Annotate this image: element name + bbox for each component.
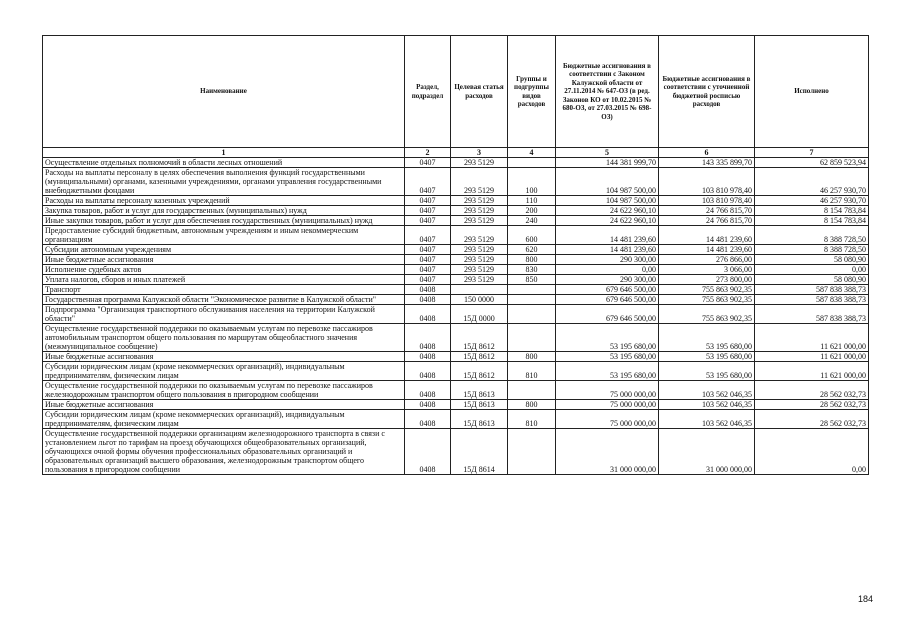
row-assign-refined: 276 866,00 — [659, 255, 755, 265]
row-executed: 8 154 783,84 — [755, 216, 869, 226]
table-row — [43, 245, 869, 255]
col-number: 1 — [43, 148, 405, 158]
row-executed: 62 859 523,94 — [755, 158, 869, 168]
table-row — [43, 400, 869, 410]
row-assign-refined: 14 481 239,60 — [659, 226, 755, 245]
table-row — [43, 352, 869, 362]
row-executed: 58 080,90 — [755, 275, 869, 285]
row-name: Подпрограмма "Организация транспортного обслуживания населения на территории Калужской области" — [43, 305, 405, 324]
row-section: 0407 — [405, 255, 451, 265]
row-assign-refined: 53 195 680,00 — [659, 324, 755, 352]
col-number: 4 — [508, 148, 556, 158]
row-executed: 587 838 388,73 — [755, 285, 869, 295]
row-name: Субсидии юридическим лицам (кроме некоммерческих организаций), индивидуальным предпринимателям, физическим лицам — [43, 362, 405, 381]
table-row — [43, 305, 869, 324]
row-executed: 8 388 728,50 — [755, 226, 869, 245]
row-article: 293 5129 — [451, 226, 508, 245]
row-section: 0407 — [405, 158, 451, 168]
row-article: 150 0000 — [451, 295, 508, 305]
row-group — [508, 305, 556, 324]
row-assign-law: 24 622 960,10 — [556, 216, 659, 226]
row-executed: 11 621 000,00 — [755, 324, 869, 352]
row-name: Исполнение судебных актов — [43, 265, 405, 275]
row-name: Субсидии автономным учреждениям — [43, 245, 405, 255]
header-article: Целевая статья расходов — [451, 36, 508, 148]
row-executed: 0,00 — [755, 265, 869, 275]
row-executed: 58 080,90 — [755, 255, 869, 265]
row-article: 293 5129 — [451, 265, 508, 275]
row-article: 293 5129 — [451, 245, 508, 255]
row-executed: 587 838 388,73 — [755, 295, 869, 305]
row-name: Осуществление государственной поддержки по оказываемым услугам по перевозке пассажиров железнодорожным транспортом общего пользования в пригородном сообщении — [43, 381, 405, 400]
row-article: 293 5129 — [451, 158, 508, 168]
row-name: Иные закупки товаров, работ и услуг для обеспечения государственных (муниципальных) нужд — [43, 216, 405, 226]
row-executed: 11 621 000,00 — [755, 362, 869, 381]
row-section: 0408 — [405, 410, 451, 429]
row-assign-law: 31 000 000,00 — [556, 429, 659, 475]
row-assign-law: 53 195 680,00 — [556, 324, 659, 352]
row-article: 293 5129 — [451, 196, 508, 206]
table-row — [43, 265, 869, 275]
row-article: 15Д 0000 — [451, 305, 508, 324]
row-executed: 28 562 032,73 — [755, 410, 869, 429]
row-section: 0408 — [405, 362, 451, 381]
row-assign-law: 75 000 000,00 — [556, 410, 659, 429]
row-section: 0408 — [405, 429, 451, 475]
row-name: Осуществление отдельных полномочий в области лесных отношений — [43, 158, 405, 168]
header-section: Раздел, подраздел — [405, 36, 451, 148]
row-executed: 46 257 930,70 — [755, 168, 869, 196]
row-section: 0407 — [405, 275, 451, 285]
row-assign-law: 24 622 960,10 — [556, 206, 659, 216]
row-assign-refined: 24 766 815,70 — [659, 206, 755, 216]
row-article: 15Д 8614 — [451, 429, 508, 475]
row-assign-refined: 103 562 046,35 — [659, 410, 755, 429]
row-group: 810 — [508, 362, 556, 381]
row-assign-law: 53 195 680,00 — [556, 352, 659, 362]
row-assign-law: 14 481 239,60 — [556, 245, 659, 255]
header-assign-law: Бюджетные ассигнования в соответствии с Законом Калужской области от 27.11.2014 № 647-ОЗ (в ред. Законов КО от 10.02.2015 № 680-ОЗ, от 27.03.2015 № 698-ОЗ) — [556, 36, 659, 148]
row-name: Осуществление государственной поддержки организациям железнодорожного транспорта в связи с установлением льгот по тарифам на проезд обучающихся общеобразовательных организаций, обучающихся очной формы обучения профессиональных образовательных организаций и образовательных организаций высшего образования, железнодорожным транспортом общего пользования в пригородном сообщении — [43, 429, 405, 475]
row-assign-refined: 103 810 978,40 — [659, 196, 755, 206]
row-article: 293 5129 — [451, 168, 508, 196]
row-executed: 28 562 032,73 — [755, 400, 869, 410]
row-group: 620 — [508, 245, 556, 255]
row-section: 0408 — [405, 400, 451, 410]
row-group — [508, 158, 556, 168]
table-row — [43, 216, 869, 226]
table-row — [43, 275, 869, 285]
row-section: 0407 — [405, 216, 451, 226]
table-row — [43, 285, 869, 295]
table-row — [43, 168, 869, 196]
row-assign-refined: 53 195 680,00 — [659, 362, 755, 381]
table-row — [43, 410, 869, 429]
header-name: Наименование — [43, 36, 405, 148]
col-number: 7 — [755, 148, 869, 158]
row-group: 800 — [508, 400, 556, 410]
row-section: 0408 — [405, 324, 451, 352]
row-assign-refined: 24 766 815,70 — [659, 216, 755, 226]
table-header-row — [43, 36, 869, 148]
table-row — [43, 381, 869, 400]
row-name: Расходы на выплаты персоналу в целях обеспечения выполнения функций государственными (муниципальными) органами, казенными учреждениями, органами управления государственными внебюджетными фондами — [43, 168, 405, 196]
row-group: 240 — [508, 216, 556, 226]
row-section: 0407 — [405, 265, 451, 275]
row-article: 15Д 8613 — [451, 400, 508, 410]
row-article: 293 5129 — [451, 206, 508, 216]
row-assign-law: 290 300,00 — [556, 255, 659, 265]
row-assign-law: 75 000 000,00 — [556, 400, 659, 410]
table-row — [43, 226, 869, 245]
row-assign-refined: 103 810 978,40 — [659, 168, 755, 196]
col-number: 6 — [659, 148, 755, 158]
row-assign-law: 104 987 500,00 — [556, 196, 659, 206]
row-assign-refined: 14 481 239,60 — [659, 245, 755, 255]
row-assign-refined: 3 066,00 — [659, 265, 755, 275]
table-row — [43, 324, 869, 352]
row-name: Государственная программа Калужской области "Экономическое развитие в Калужской области" — [43, 295, 405, 305]
row-name: Предоставление субсидий бюджетным, автономным учреждениям и иным некоммерческим организациям — [43, 226, 405, 245]
row-executed: 8 154 783,84 — [755, 206, 869, 216]
row-assign-refined: 103 562 046,35 — [659, 400, 755, 410]
row-assign-law: 679 646 500,00 — [556, 305, 659, 324]
row-assign-law: 14 481 239,60 — [556, 226, 659, 245]
row-article: 293 5129 — [451, 275, 508, 285]
row-group: 800 — [508, 255, 556, 265]
col-number: 3 — [451, 148, 508, 158]
row-article — [451, 285, 508, 295]
row-assign-refined: 31 000 000,00 — [659, 429, 755, 475]
table-row — [43, 295, 869, 305]
row-executed: 0,00 — [755, 429, 869, 475]
row-assign-law: 679 646 500,00 — [556, 295, 659, 305]
table-row — [43, 206, 869, 216]
table-row — [43, 255, 869, 265]
row-name: Осуществление государственной поддержки по оказываемым услугам по перевозке пассажиров автомобильным транспортом общего пользования по маршрутам общеобластного значения (межмуниципальное сообщение) — [43, 324, 405, 352]
header-assign-refined: Бюджетные ассигнования в соответствии с уточненной бюджетной росписью расходов — [659, 36, 755, 148]
row-section: 0408 — [405, 285, 451, 295]
row-name: Закупка товаров, работ и услуг для государственных (муниципальных) нужд — [43, 206, 405, 216]
table-row — [43, 429, 869, 475]
page-number: 184 — [858, 594, 874, 604]
row-article: 15Д 8612 — [451, 362, 508, 381]
row-group — [508, 285, 556, 295]
row-name: Расходы на выплаты персоналу казенных учреждений — [43, 196, 405, 206]
row-assign-law: 144 381 999,70 — [556, 158, 659, 168]
row-name: Иные бюджетные ассигнования — [43, 352, 405, 362]
row-assign-refined: 53 195 680,00 — [659, 352, 755, 362]
row-assign-refined: 273 800,00 — [659, 275, 755, 285]
row-section: 0408 — [405, 305, 451, 324]
row-assign-law: 104 987 500,00 — [556, 168, 659, 196]
header-group: Группы и подгруппы видов расходов — [508, 36, 556, 148]
row-article: 15Д 8612 — [451, 352, 508, 362]
col-number: 5 — [556, 148, 659, 158]
row-article: 293 5129 — [451, 216, 508, 226]
row-assign-law: 75 000 000,00 — [556, 381, 659, 400]
row-name: Иные бюджетные ассигнования — [43, 255, 405, 265]
row-article: 15Д 8613 — [451, 381, 508, 400]
budget-table — [42, 35, 869, 475]
row-section: 0407 — [405, 206, 451, 216]
row-article: 15Д 8612 — [451, 324, 508, 352]
row-name: Иные бюджетные ассигнования — [43, 400, 405, 410]
row-assign-law: 290 300,00 — [556, 275, 659, 285]
table-row — [43, 362, 869, 381]
row-section: 0408 — [405, 295, 451, 305]
row-group — [508, 429, 556, 475]
header-executed: Исполнено — [755, 36, 869, 148]
column-number-row — [43, 148, 869, 158]
row-section: 0407 — [405, 226, 451, 245]
row-group: 800 — [508, 352, 556, 362]
row-section: 0408 — [405, 381, 451, 400]
row-section: 0407 — [405, 168, 451, 196]
row-executed: 8 388 728,50 — [755, 245, 869, 255]
budget-table-sheet — [42, 35, 868, 475]
row-assign-refined: 143 335 899,70 — [659, 158, 755, 168]
row-assign-refined: 103 562 046,35 — [659, 381, 755, 400]
row-section: 0407 — [405, 196, 451, 206]
row-assign-refined: 755 863 902,35 — [659, 285, 755, 295]
table-row — [43, 196, 869, 206]
row-group: 850 — [508, 275, 556, 285]
row-name: Субсидии юридическим лицам (кроме некоммерческих организаций), индивидуальным предпринимателям, физическим лицам — [43, 410, 405, 429]
row-group: 110 — [508, 196, 556, 206]
row-group: 600 — [508, 226, 556, 245]
row-article: 293 5129 — [451, 255, 508, 265]
row-executed: 587 838 388,73 — [755, 305, 869, 324]
row-executed: 46 257 930,70 — [755, 196, 869, 206]
row-group — [508, 381, 556, 400]
row-assign-law: 53 195 680,00 — [556, 362, 659, 381]
row-name: Уплата налогов, сборов и иных платежей — [43, 275, 405, 285]
row-section: 0407 — [405, 245, 451, 255]
row-article: 15Д 8613 — [451, 410, 508, 429]
col-number: 2 — [405, 148, 451, 158]
row-executed: 28 562 032,73 — [755, 381, 869, 400]
row-group: 100 — [508, 168, 556, 196]
row-group — [508, 295, 556, 305]
row-assign-law: 0,00 — [556, 265, 659, 275]
row-assign-refined: 755 863 902,35 — [659, 305, 755, 324]
row-group — [508, 324, 556, 352]
row-assign-refined: 755 863 902,35 — [659, 295, 755, 305]
row-assign-law: 679 646 500,00 — [556, 285, 659, 295]
row-executed: 11 621 000,00 — [755, 352, 869, 362]
row-group: 830 — [508, 265, 556, 275]
table-body — [43, 158, 869, 475]
row-name: Транспорт — [43, 285, 405, 295]
row-group: 810 — [508, 410, 556, 429]
table-row — [43, 158, 869, 168]
row-section: 0408 — [405, 352, 451, 362]
row-group: 200 — [508, 206, 556, 216]
